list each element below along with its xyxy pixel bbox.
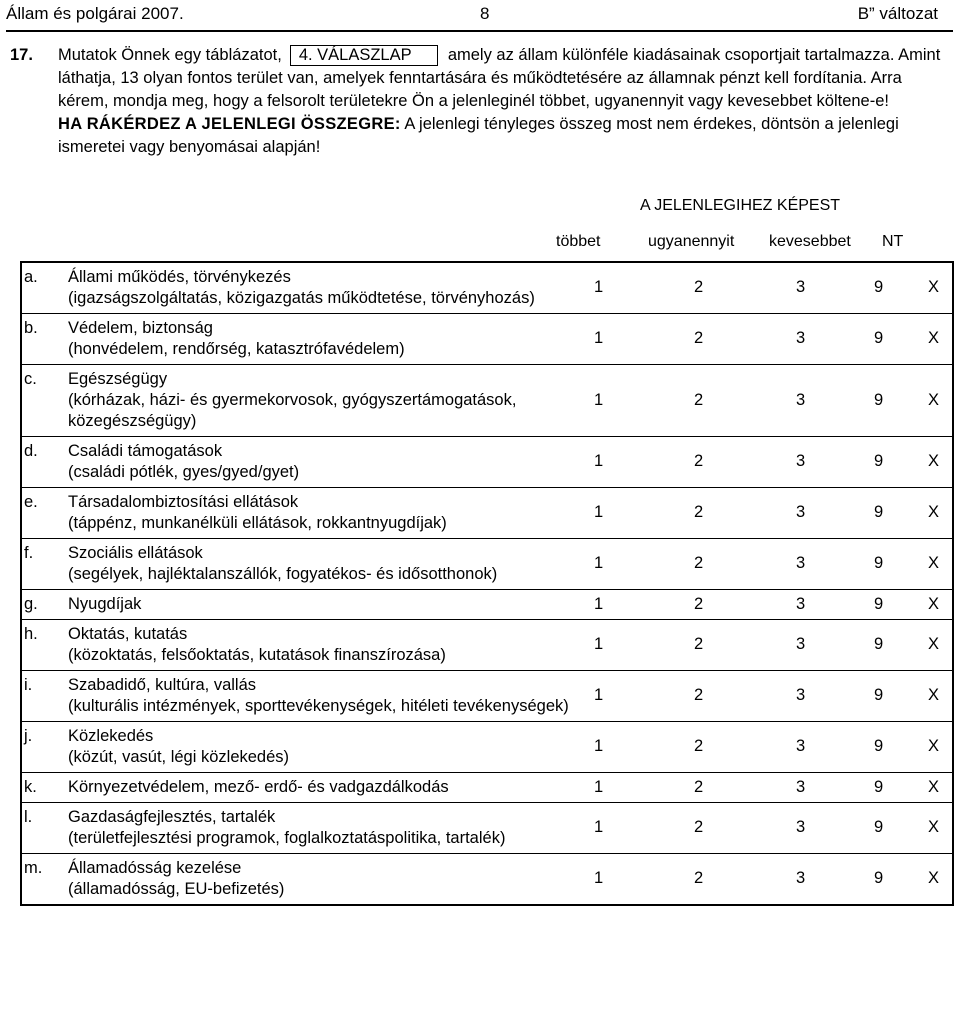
- table-row: [21, 539, 953, 590]
- table-row: [21, 590, 953, 620]
- response-code-option[interactable]: 9: [874, 869, 884, 887]
- response-code-option[interactable]: 1: [594, 329, 604, 347]
- response-code-option[interactable]: 2: [694, 777, 704, 796]
- response-codes: [572, 722, 953, 773]
- row-letter: f.: [21, 539, 68, 590]
- response-code-option[interactable]: 2: [694, 635, 704, 653]
- column-group-title: A JELENLEGIHEZ KÉPEST: [639, 197, 841, 214]
- item-title: Közlekedés: [68, 727, 154, 745]
- response-code-option[interactable]: 1: [594, 818, 604, 836]
- row-label: [68, 488, 572, 539]
- response-codes: [572, 314, 953, 365]
- item-title: Családi támogatások: [68, 442, 223, 460]
- response-codes: [572, 365, 953, 437]
- response-code-option[interactable]: 1: [594, 594, 604, 613]
- item-title: Társadalombiztosítási ellátások: [68, 493, 299, 511]
- response-code-option[interactable]: 9: [874, 594, 884, 613]
- question-intro: Mutatok Önnek egy táblázatot,: [58, 46, 282, 64]
- item-detail: (kórházak, házi- és gyermekorvosok, gyógyszertámogatások, közegészségügy): [68, 391, 517, 430]
- row-letter: m.: [21, 854, 68, 906]
- row-letter: b.: [21, 314, 68, 365]
- row-label: [68, 590, 572, 620]
- response-code-option[interactable]: 9: [874, 329, 884, 347]
- row-label: [68, 437, 572, 488]
- response-code-option[interactable]: X: [928, 594, 940, 613]
- table-row: [21, 722, 953, 773]
- item-title: Oktatás, kutatás: [68, 625, 188, 643]
- row-letter: c.: [21, 365, 68, 437]
- item-detail: (honvédelem, rendőrség, katasztrófavédelem): [68, 340, 405, 358]
- item-detail: (táppénz, munkanélküli ellátások, rokkantnyugdíjak): [68, 514, 447, 532]
- row-letter: k.: [21, 773, 68, 803]
- response-code-option[interactable]: 3: [796, 737, 806, 755]
- response-code-option[interactable]: X: [928, 635, 940, 653]
- row-letter: d.: [21, 437, 68, 488]
- item-detail: (államadósság, EU-befizetés): [68, 880, 285, 898]
- response-code-option[interactable]: 3: [796, 686, 806, 704]
- response-code-option[interactable]: 3: [796, 869, 806, 887]
- response-codes: [572, 620, 953, 671]
- row-letter: l.: [21, 803, 68, 854]
- item-title: Egészségügy: [68, 370, 168, 388]
- response-codes: [572, 773, 953, 803]
- item-title: Állami működés, törvénykezés: [68, 268, 291, 286]
- item-detail: (segélyek, hajléktalanszállók, fogyatékos- és idősotthonok): [68, 565, 498, 583]
- row-letter: h.: [21, 620, 68, 671]
- question-number: 17.: [10, 46, 33, 64]
- row-letter: j.: [21, 722, 68, 773]
- row-label: [68, 539, 572, 590]
- response-codes: [572, 590, 953, 620]
- response-codes: [572, 437, 953, 488]
- row-label: [68, 773, 572, 803]
- table-row: [21, 262, 953, 314]
- response-code-option[interactable]: 9: [874, 278, 884, 296]
- response-code-option[interactable]: 9: [874, 777, 884, 796]
- question-body: amely az állam különféle kiadásainak csoportjait tartalmazza. Amint láthatja, 13 olyan fontos terület van, amelyek fenntartására és működtetésére az államnak pénzt kell fordítania. Arra kérem, mondja meg, hogy a felsorolt területekre Ön a jelenleginél többet, ugyanennyit vagy kevesebbet költene-e!: [58, 46, 941, 110]
- header-title: Állam és polgárai 2007.: [6, 4, 184, 23]
- response-code-option[interactable]: 9: [874, 452, 884, 470]
- item-title: Államadósság kezelése: [68, 859, 242, 877]
- response-code-option[interactable]: X: [928, 869, 940, 887]
- row-label: [68, 722, 572, 773]
- response-code-option[interactable]: 9: [874, 503, 884, 521]
- response-code-option[interactable]: 3: [796, 329, 806, 347]
- response-code-option[interactable]: 2: [694, 503, 704, 521]
- item-title: Szociális ellátások: [68, 544, 203, 562]
- item-title: Környezetvédelem, mező- erdő- és vadgazdálkodás: [68, 778, 449, 796]
- response-code-option[interactable]: X: [928, 818, 940, 836]
- response-code-option[interactable]: 1: [594, 635, 604, 653]
- response-code-option[interactable]: X: [928, 278, 940, 296]
- item-detail: (közoktatás, felsőoktatás, kutatások finanszírozása): [68, 646, 446, 664]
- table-row: [21, 773, 953, 803]
- row-letter: e.: [21, 488, 68, 539]
- response-code-option[interactable]: 3: [796, 818, 806, 836]
- response-code-option[interactable]: 1: [594, 737, 604, 755]
- response-code-option[interactable]: 2: [694, 329, 704, 347]
- item-title: Védelem, biztonság: [68, 319, 213, 337]
- response-code-option[interactable]: X: [928, 777, 940, 796]
- response-code-option[interactable]: 2: [694, 390, 704, 409]
- response-code-option[interactable]: 2: [694, 737, 704, 755]
- response-code-option[interactable]: 3: [796, 452, 806, 470]
- version-label: B” változat: [857, 4, 938, 23]
- table-row: [21, 854, 953, 906]
- header-divider: [6, 30, 953, 32]
- response-code-option[interactable]: 9: [874, 554, 884, 572]
- response-code-option[interactable]: 1: [594, 554, 604, 572]
- table-row: [21, 803, 953, 854]
- response-code-option[interactable]: 9: [874, 737, 884, 755]
- response-code-option[interactable]: 1: [594, 503, 604, 521]
- item-detail: (igazságszolgáltatás, közigazgatás működtetése, törvényhozás): [68, 289, 535, 307]
- response-code-option[interactable]: X: [928, 737, 940, 755]
- item-title: Nyugdíjak: [68, 595, 142, 613]
- response-code-option[interactable]: X: [928, 452, 940, 470]
- response-code-option[interactable]: 9: [874, 686, 884, 704]
- instruction-caps: HA RÁKÉRDEZ A JELENLEGI ÖSSZEGRE:: [58, 115, 401, 133]
- response-code-option[interactable]: 3: [796, 777, 806, 796]
- response-codes: [572, 854, 953, 906]
- response-code-option[interactable]: 1: [594, 390, 604, 409]
- row-letter: i.: [21, 671, 68, 722]
- response-code-option[interactable]: 2: [694, 452, 704, 470]
- row-label: [68, 314, 572, 365]
- response-code-option[interactable]: 1: [594, 452, 604, 470]
- table-row: [21, 365, 953, 437]
- item-detail: (kulturális intézmények, sporttevékenységek, hitéleti tevékenységek): [68, 697, 569, 715]
- question-text: [58, 44, 956, 113]
- row-label: [68, 620, 572, 671]
- spending-table: [20, 261, 954, 906]
- response-code-option[interactable]: 1: [594, 686, 604, 704]
- response-codes: [572, 803, 953, 854]
- col-header-kevesebbet: kevesebbet: [769, 233, 851, 250]
- response-code-option[interactable]: 9: [874, 818, 884, 836]
- table-row: [21, 314, 953, 365]
- item-title: Gazdaságfejlesztés, tartalék: [68, 808, 276, 826]
- response-code-option[interactable]: 3: [796, 594, 806, 613]
- response-code-option[interactable]: 3: [796, 390, 806, 409]
- item-title: Szabadidő, kultúra, vallás: [68, 676, 257, 694]
- response-code-option[interactable]: 3: [796, 554, 806, 572]
- row-label: [68, 365, 572, 437]
- response-code-option[interactable]: 3: [796, 503, 806, 521]
- item-detail: (területfejlesztési programok, foglalkoztatáspolitika, tartalék): [68, 829, 506, 847]
- response-code-option[interactable]: X: [928, 503, 940, 521]
- question-block: [6, 44, 956, 159]
- row-letter: a.: [24, 268, 38, 286]
- table-row: [21, 437, 953, 488]
- response-code-option[interactable]: X: [928, 329, 940, 347]
- table-row: [21, 620, 953, 671]
- column-headers: [556, 233, 956, 255]
- response-code-option[interactable]: 2: [694, 278, 704, 296]
- table-row: [21, 671, 953, 722]
- row-label: [68, 262, 572, 314]
- response-codes: [572, 539, 953, 590]
- response-code-option[interactable]: 2: [694, 554, 704, 572]
- col-header-nt: NT: [882, 233, 904, 250]
- response-code-option[interactable]: 2: [694, 686, 704, 704]
- interviewer-instruction: [58, 113, 956, 159]
- response-code-option[interactable]: 9: [874, 390, 884, 409]
- response-codes: [572, 262, 953, 314]
- response-code-option[interactable]: X: [928, 390, 940, 409]
- row-label: [68, 803, 572, 854]
- row-label: [68, 671, 572, 722]
- response-code-option[interactable]: 2: [694, 594, 704, 613]
- response-code-option[interactable]: 1: [594, 278, 604, 296]
- response-code-option[interactable]: 2: [694, 869, 704, 887]
- response-code-option[interactable]: X: [928, 554, 940, 572]
- item-detail: (családi pótlék, gyes/gyed/gyet): [68, 463, 300, 481]
- col-header-ugyanennyit: ugyanennyit: [648, 233, 735, 250]
- response-code-option[interactable]: 3: [796, 278, 806, 296]
- item-detail: (közút, vasút, légi közlekedés): [68, 748, 290, 766]
- response-code-option[interactable]: X: [928, 686, 940, 704]
- instruction-text: A jelenlegi tényleges összeg most nem érdekes, döntsön a jelenlegi ismeretei vagy benyomásai alapján!: [58, 115, 899, 156]
- page-header: [6, 4, 938, 26]
- response-code-option[interactable]: 2: [694, 818, 704, 836]
- table-row: [21, 488, 953, 539]
- response-code-option[interactable]: 1: [594, 777, 604, 796]
- row-label: [68, 854, 572, 906]
- answer-card-box: 4. VÁLASZLAP: [290, 45, 438, 66]
- response-code-option[interactable]: 3: [796, 635, 806, 653]
- response-code-option[interactable]: 9: [874, 635, 884, 653]
- row-letter: g.: [21, 590, 68, 620]
- page-number: 8: [480, 4, 490, 23]
- response-code-option[interactable]: 1: [594, 869, 604, 887]
- response-codes: [572, 671, 953, 722]
- response-codes: [572, 488, 953, 539]
- col-header-tobbet: többet: [556, 233, 601, 250]
